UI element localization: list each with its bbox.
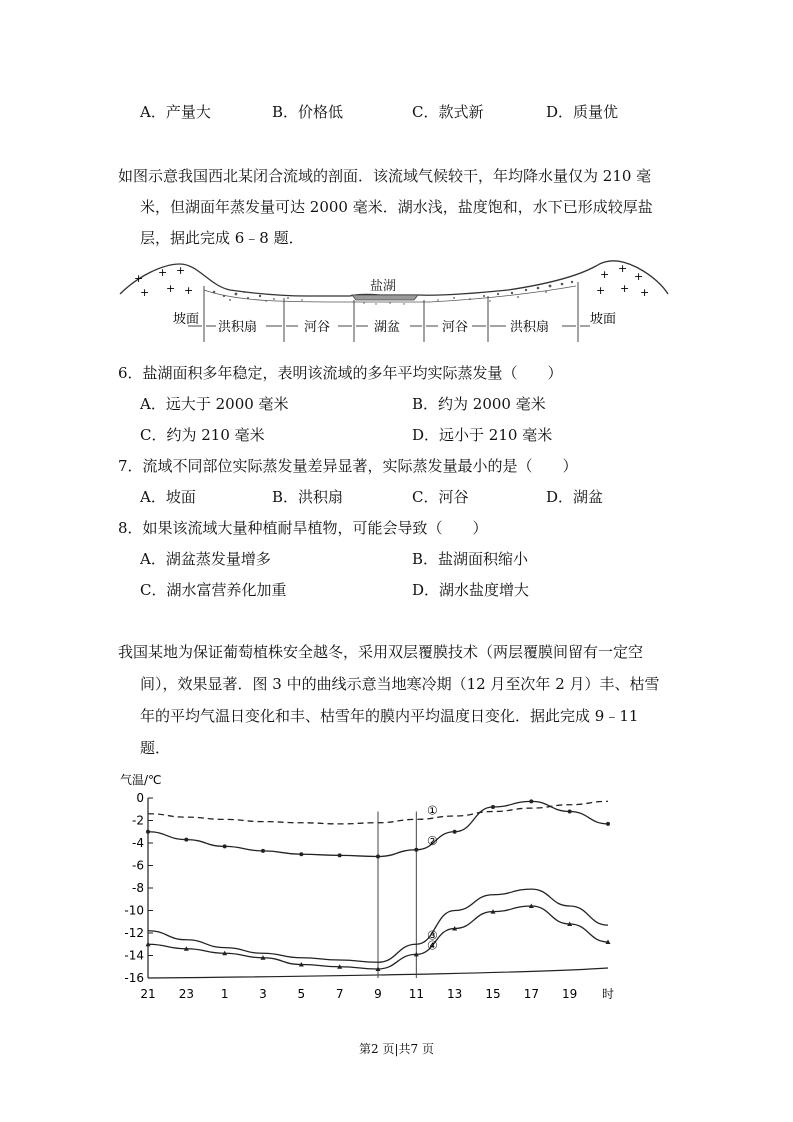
chart-point xyxy=(376,855,380,859)
intro1-line3: 层，据此完成 6﹣8 题． xyxy=(140,229,304,247)
segment-label-valley-right: 河谷 xyxy=(442,320,469,335)
chart-y-tick-label: -10 xyxy=(124,903,144,918)
chart-point xyxy=(223,844,227,848)
chart-x-tick-label: 5 xyxy=(297,987,306,1001)
q6-option-c: C．约为 210 毫米 xyxy=(140,426,265,444)
chart-point xyxy=(529,799,533,803)
chart-point xyxy=(338,853,342,857)
intro1-line2: 米，但湖面年蒸发量可达 2000 毫米．湖水浅，盐度饱和，水下已形成较厚盐 xyxy=(140,198,653,216)
q5-option-b: B．价格低 xyxy=(272,103,344,121)
chart-x-tick-label: 9 xyxy=(374,987,382,1001)
q6-option-d: D．远小于 210 毫米 xyxy=(412,426,553,444)
chart-y-tick-label: -4 xyxy=(132,836,144,850)
chart-x-tick-label: 时 xyxy=(601,987,615,1001)
chart-point xyxy=(453,830,457,834)
svg-text:+: + xyxy=(596,284,606,297)
chart-y-tick-label: 0 xyxy=(136,791,144,805)
chart-y-tick-label: -6 xyxy=(132,858,144,873)
svg-text:+: + xyxy=(634,270,644,283)
svg-text:+: + xyxy=(184,284,194,297)
intro2-line1: 我国某地为保证葡萄植株安全越冬，采用双层覆膜技术（两层覆膜间留有一定空 xyxy=(118,643,644,661)
chart-series-label: ① xyxy=(426,803,438,818)
basin-profile-figure xyxy=(118,256,670,348)
chart-point xyxy=(184,838,188,842)
lake-label: 盐湖 xyxy=(370,279,397,294)
chart-point xyxy=(491,805,495,809)
page-footer: 第2 页|共7 页 xyxy=(359,1042,434,1056)
intro1-line1: 如图示意我国西北某闭合流域的剖面．该流域气候较干，年均降水量仅为 210 毫 xyxy=(118,167,652,185)
chart-point xyxy=(299,852,303,856)
chart-x-tick-label: 13 xyxy=(447,987,463,1001)
svg-text:+: + xyxy=(134,272,144,285)
svg-text:+: + xyxy=(620,282,630,295)
chart-y-tick-label: -16 xyxy=(124,971,144,985)
q8-option-b: B．盐湖面积缩小 xyxy=(412,550,529,568)
temperature-chart xyxy=(110,770,630,1002)
intro2-line2: 间），效果显著．图 3 中的曲线示意当地寒冷期（12 月至次年 2 月）丰、枯雪 xyxy=(140,675,660,693)
q5-option-c: C．款式新 xyxy=(412,103,484,121)
chart-ylabel: 气温/℃ xyxy=(120,773,162,787)
chart-x-tick-label: 23 xyxy=(178,987,194,1001)
chart-y-tick-label: -8 xyxy=(132,881,144,895)
svg-text:+: + xyxy=(176,264,186,277)
segment-label-fan-left: 洪积扇 xyxy=(218,320,258,335)
q7-option-d: D．湖盆 xyxy=(546,488,604,506)
segment-label-slope-right: 坡面 xyxy=(590,312,617,327)
q6-option-a: A．远大于 2000 毫米 xyxy=(140,395,289,413)
chart-point xyxy=(146,830,150,834)
chart-series-label: ④ xyxy=(426,938,438,953)
svg-text:+: + xyxy=(140,286,150,299)
chart-x-tick-label: 11 xyxy=(408,987,424,1001)
intro2-line4: 题． xyxy=(140,739,171,757)
svg-text:+: + xyxy=(166,282,176,295)
q7-option-a: A．坡面 xyxy=(140,488,196,506)
svg-text:+: + xyxy=(600,268,610,281)
q6-stem: 6．盐湖面积多年稳定，表明该流域的多年平均实际蒸发量（ ） xyxy=(118,364,563,382)
q8-option-d: D．湖水盐度增大 xyxy=(412,581,530,599)
chart-point xyxy=(606,822,610,826)
q8-option-c: C．湖水富营养化加重 xyxy=(140,581,287,599)
chart-x-tick-label: 17 xyxy=(523,987,539,1001)
segment-label-basin: 湖盆 xyxy=(374,320,401,335)
chart-x-tick-label: 21 xyxy=(140,987,156,1001)
q7-option-b: B．洪积扇 xyxy=(272,488,344,506)
intro2-line3: 年的平均气温日变化和丰、枯雪年的膜内平均温度日变化．据此完成 9﹣11 xyxy=(140,707,639,725)
q8-stem: 8．如果该流域大量种植耐旱植物，可能会导致（ ） xyxy=(118,519,488,537)
chart-x-tick-label: 1 xyxy=(220,987,229,1001)
chart-y-tick-label: -12 xyxy=(124,926,144,940)
segment-label-valley-left: 河谷 xyxy=(304,320,331,335)
q7-stem: 7．流域不同部位实际蒸发量差异显著，实际蒸发量最小的是（ ） xyxy=(118,457,578,475)
svg-text:+: + xyxy=(618,262,628,275)
chart-x-tick-label: 3 xyxy=(259,987,267,1001)
q5-option-a: A．产量大 xyxy=(140,103,211,121)
q8-option-a: A．湖盆蒸发量增多 xyxy=(140,550,271,568)
q5-option-d: D．质量优 xyxy=(546,103,619,121)
svg-text:+: + xyxy=(158,266,168,279)
chart-x-tick-label: 15 xyxy=(485,987,501,1001)
chart-point xyxy=(568,810,572,814)
chart-y-tick-label: -2 xyxy=(132,813,144,828)
chart-series-label: ③ xyxy=(426,928,438,943)
chart-x-tick-label: 19 xyxy=(562,987,578,1001)
chart-point xyxy=(414,848,418,852)
chart-series-label: ② xyxy=(426,833,438,848)
svg-text:+: + xyxy=(640,286,650,299)
chart-point xyxy=(261,849,265,853)
segment-label-slope-left: 坡面 xyxy=(173,312,200,327)
segment-label-fan-right: 洪积扇 xyxy=(510,320,550,335)
chart-x-tick-label: 7 xyxy=(335,987,344,1001)
chart-y-tick-label: -14 xyxy=(124,948,144,963)
q7-option-c: C．河谷 xyxy=(412,488,469,506)
q6-option-b: B．约为 2000 毫米 xyxy=(412,395,546,413)
